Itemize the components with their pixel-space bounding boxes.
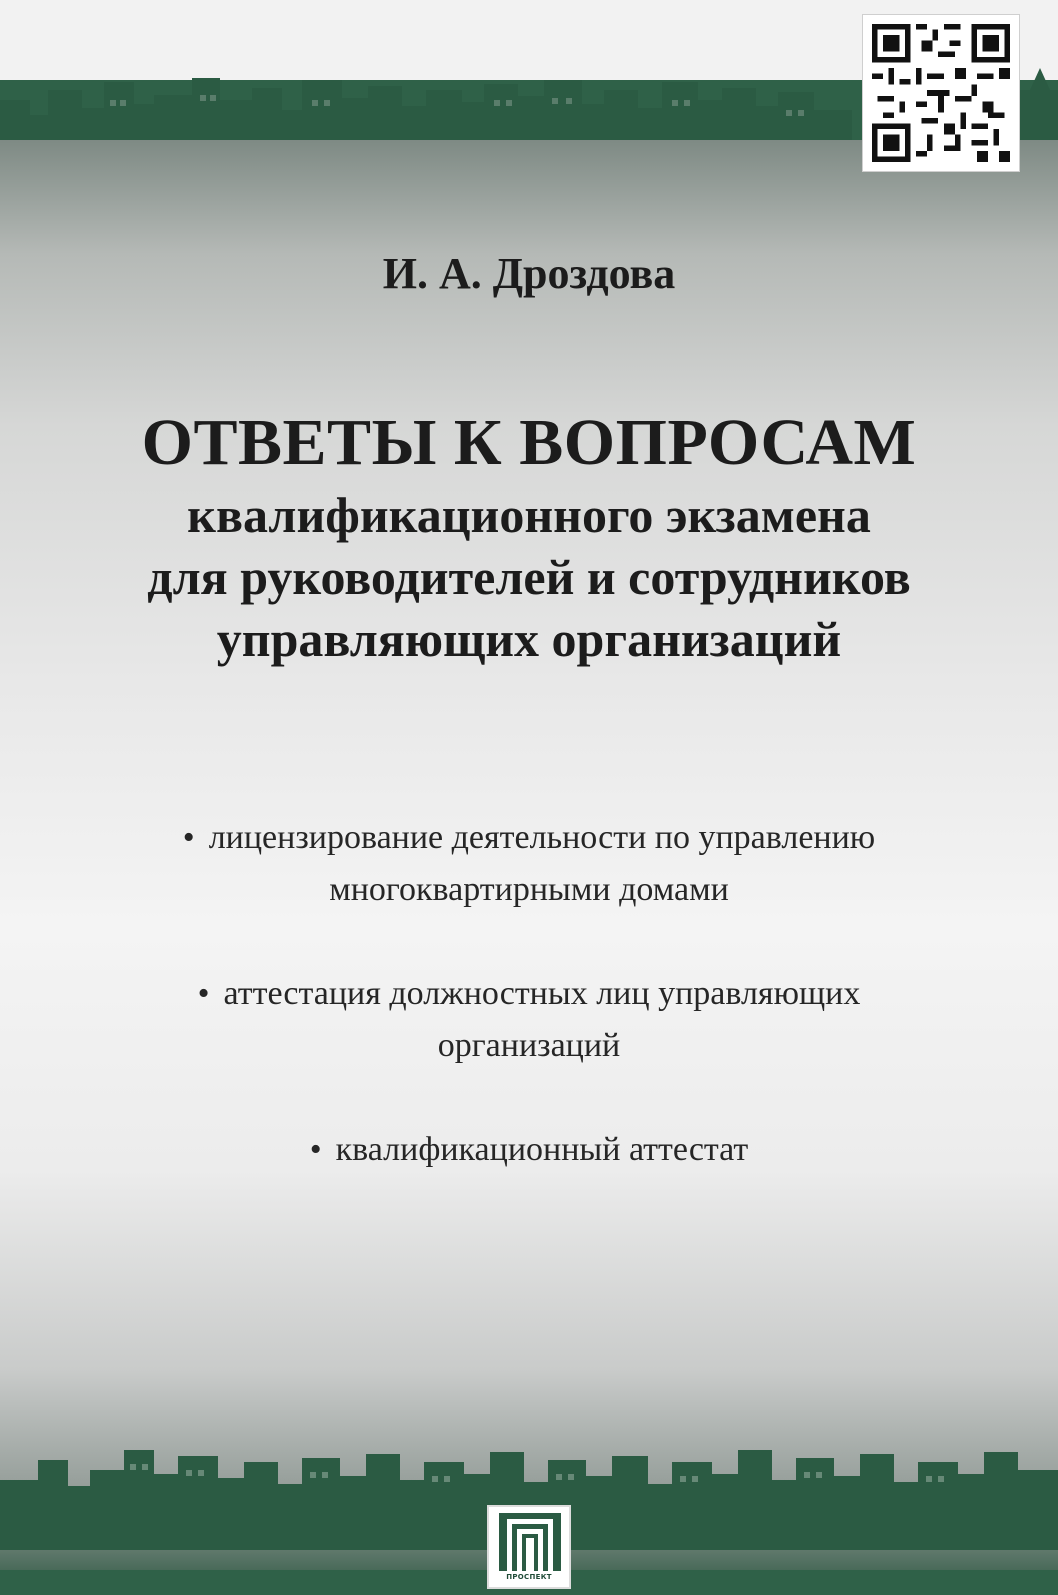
publisher-name: ПРОСПЕКТ — [506, 1573, 552, 1581]
bullet-icon: • — [197, 975, 210, 1012]
title-line: квалификационного экзамена — [187, 487, 871, 543]
book-title — [60, 402, 998, 670]
topic-text: квалификационный аттестат — [335, 1131, 749, 1168]
topic-line — [60, 968, 998, 1020]
qr-code-icon — [862, 14, 1020, 172]
topic-list — [60, 812, 998, 1228]
topic-line — [60, 1124, 998, 1176]
publisher-logo — [487, 1505, 571, 1589]
topic-line — [60, 812, 998, 864]
prospekt-logo-icon — [499, 1513, 561, 1571]
title-line: управляющих организаций — [216, 611, 842, 667]
topic-text: аттестация должностных лиц управляющих — [223, 975, 861, 1012]
topic-text: многоквартирными домами — [329, 871, 729, 908]
topic-item — [60, 968, 998, 1072]
topic-item — [60, 1124, 998, 1176]
topic-text: организаций — [437, 1027, 621, 1064]
author-name: И. А. Дроздова — [382, 249, 676, 298]
topic-text: лицензирование деятельности по управлению — [208, 819, 876, 856]
bullet-icon: • — [309, 1131, 322, 1168]
title-line: для руководителей и сотрудников — [147, 549, 911, 605]
topic-item — [60, 812, 998, 916]
title-main-line: ОТВЕТЫ К ВОПРОСАМ — [141, 406, 917, 479]
bullet-icon: • — [182, 819, 195, 856]
